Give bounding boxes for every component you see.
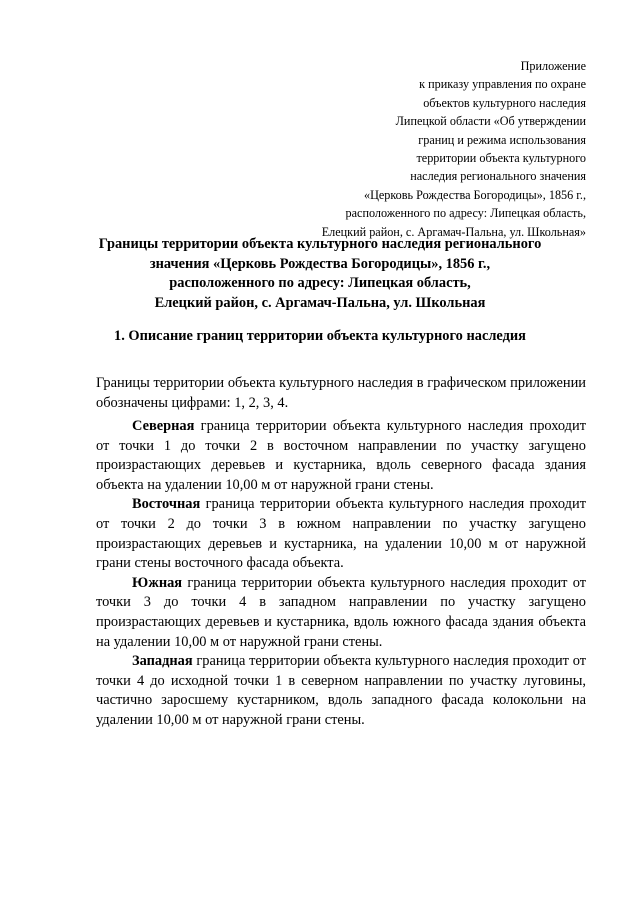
title-line: Границы территории объекта культурного наследия регионального xyxy=(98,236,542,252)
appendix-line: Приложение xyxy=(520,59,586,73)
appendix-line: расположенного по адресу: Липецкая область, xyxy=(345,206,586,221)
appendix-reference-block xyxy=(246,57,586,241)
boundary-text: граница территории объекта культурного наследия проходит от точки 3 до точки 4 в западном направлении по участку загущено произрастающих деревьев и кустарника, вдоль южного фасада здания объекта на удалении 10,00 м от наружной грани стены. xyxy=(96,574,586,650)
appendix-line: наследия регионального значения xyxy=(410,169,586,184)
appendix-line: границ и режима использования xyxy=(418,132,586,147)
boundary-text: граница территории объекта культурного наследия проходит от точки 1 до точки 2 в восточном направлении по участку загущено произрастающих деревьев и кустарника, вдоль северного фасада здания объекта на удалении 10,00 м от наружной грани стены. xyxy=(96,418,586,493)
intro-paragraph: Границы территории объекта культурного наследия в графическом приложении обозначены цифрами: 1, 2, 3, 4. xyxy=(96,375,586,411)
document-title xyxy=(60,235,580,313)
appendix-line: к приказу управления по охране xyxy=(419,77,586,92)
appendix-line: объектов культурного наследия xyxy=(423,95,586,110)
boundary-label: Западная xyxy=(132,653,193,670)
appendix-line: Липецкой области «Об утверждении xyxy=(395,114,586,129)
title-line: Елецкий район, с. Аргамач-Пальна, ул. Школьная xyxy=(154,294,486,311)
appendix-line: Елецкий район, с. Аргамач-Пальна, ул. Школьная» xyxy=(321,224,586,239)
boundary-text: граница территории объекта культурного наследия проходит от точки 4 до исходной точки 1 в северном направлении по участку луговины, частично заросшему кустарником, вдоль западного фасада колокольни на удалении 10,00 м от наружной грани стены. xyxy=(96,653,586,728)
appendix-line: «Церковь Рождества Богородицы», 1856 г., xyxy=(363,187,586,202)
section-heading: 1. Описание границ территории объекта культурного наследия xyxy=(114,328,526,344)
boundary-paragraph-west xyxy=(96,652,586,730)
boundary-paragraph-south xyxy=(96,574,586,652)
boundary-paragraph-east xyxy=(96,495,586,573)
appendix-line: территории объекта культурного xyxy=(416,151,586,166)
boundary-label: Северная xyxy=(132,418,195,434)
boundary-paragraph-north xyxy=(96,417,586,495)
title-line: значения «Церковь Рождества Богородицы», 1856 г., xyxy=(149,255,491,272)
boundaries-description xyxy=(96,417,586,731)
title-line: расположенного по адресу: Липецкая область, xyxy=(169,275,471,292)
boundary-label: Южная xyxy=(132,574,183,591)
boundary-text: граница территории объекта культурного наследия проходит от точки 2 до точки 3 в южном направлении по участку загущено произрастающих деревьев и кустарника, на удалении 10,00 м от наружной грани стены восточного фасада объекта. xyxy=(96,496,586,572)
boundary-label: Восточная xyxy=(132,496,201,513)
